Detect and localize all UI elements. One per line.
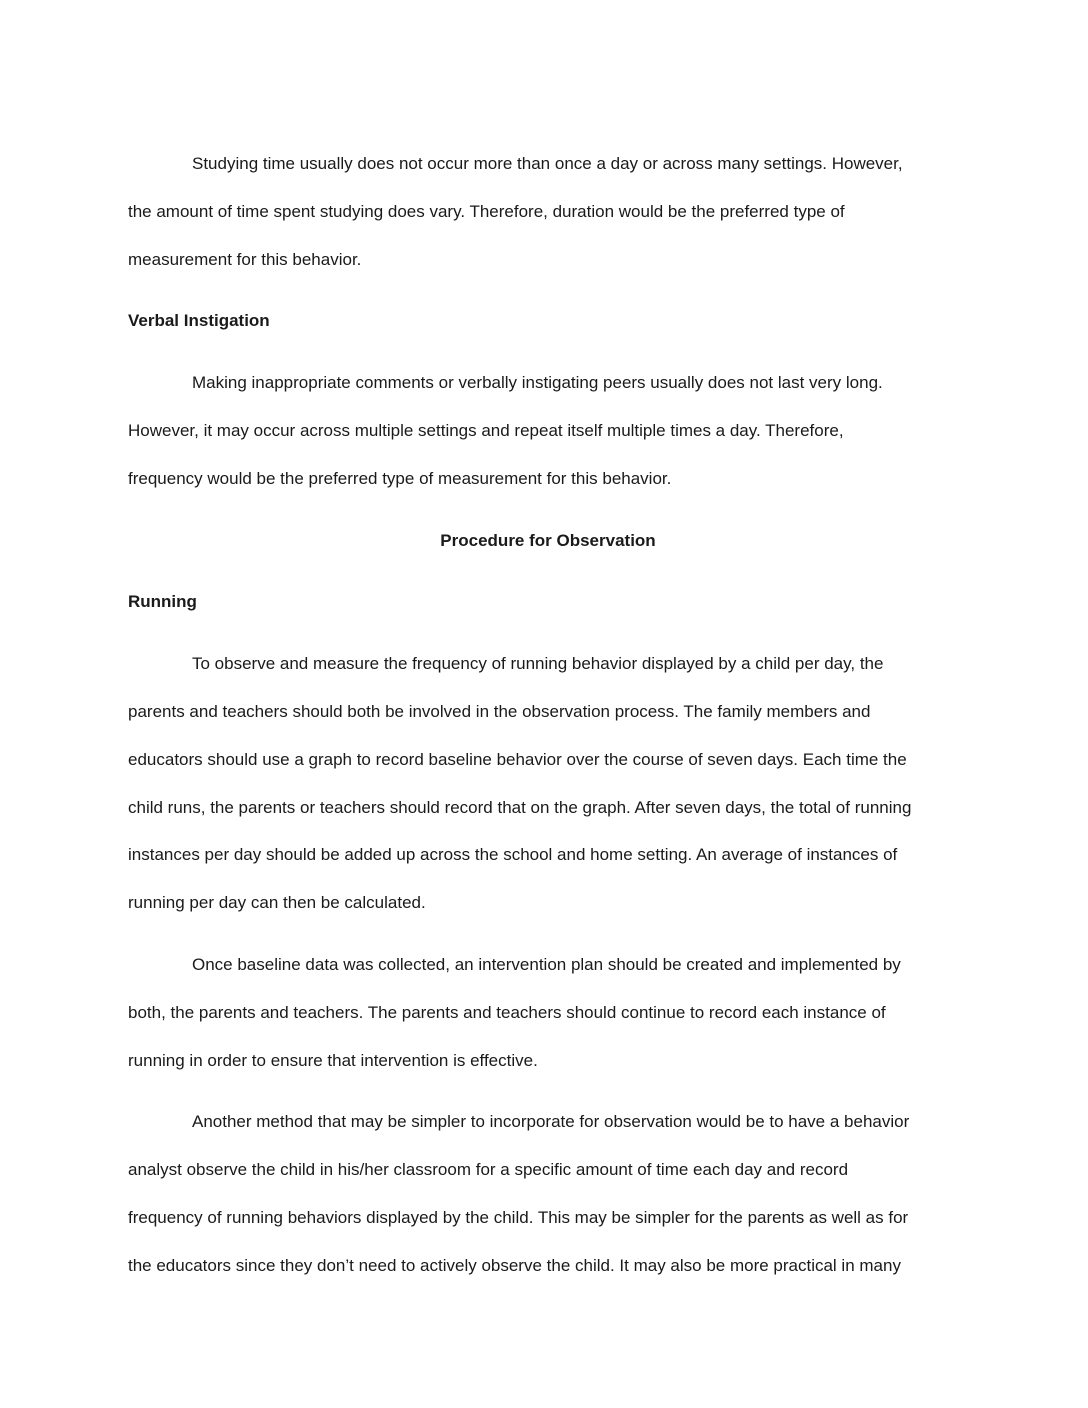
- document-body: [128, 140, 968, 1304]
- paragraph-behavior-analyst: Another method that may be simpler to incorporate for observation would be to have a behavior analyst observe the child in his/her classroom for a specific amount of time each day and record frequency of running behaviors displayed by the child. This may be simpler for the parents as well as for the educators since they don’t need to actively observe the child. It may also be more practical in many: [128, 1112, 910, 1275]
- heading-verbal-instigation: Verbal Instigation: [128, 311, 270, 331]
- paragraph-studying-time: Studying time usually does not occur more than once a day or across many settings. However, the amount of time spent studying does vary. Therefore, duration would be the preferred type of measurement for this behavior.: [128, 154, 903, 269]
- paragraph-baseline-intervention: Once baseline data was collected, an intervention plan should be created and implemented by both, the parents and teachers. The parents and teachers should continue to record each instance of running in order to ensure that intervention is effective.: [128, 954, 901, 1070]
- heading-procedure-for-observation: Procedure for Observation: [440, 530, 656, 550]
- heading-running: Running: [128, 592, 197, 612]
- paragraph-verbal-instigation: Making inappropriate comments or verbally instigating peers usually does not last very long. However, it may occur across multiple settings and repeat itself multiple times a day. Therefore, frequency would be the preferred type of measurement for this behavior.: [128, 373, 883, 488]
- paragraph-running-observation: To observe and measure the frequency of running behavior displayed by a child per day, the parents and teachers should both be involved in the observation process. The family members and educators should use a graph to record baseline behavior over the course of seven days. Each time the child runs, the parents or teachers should record that on the graph. After seven days, the total of running instances per day should be added up across the school and home setting. An average of instances of running per day can then be calculated.: [128, 654, 912, 913]
